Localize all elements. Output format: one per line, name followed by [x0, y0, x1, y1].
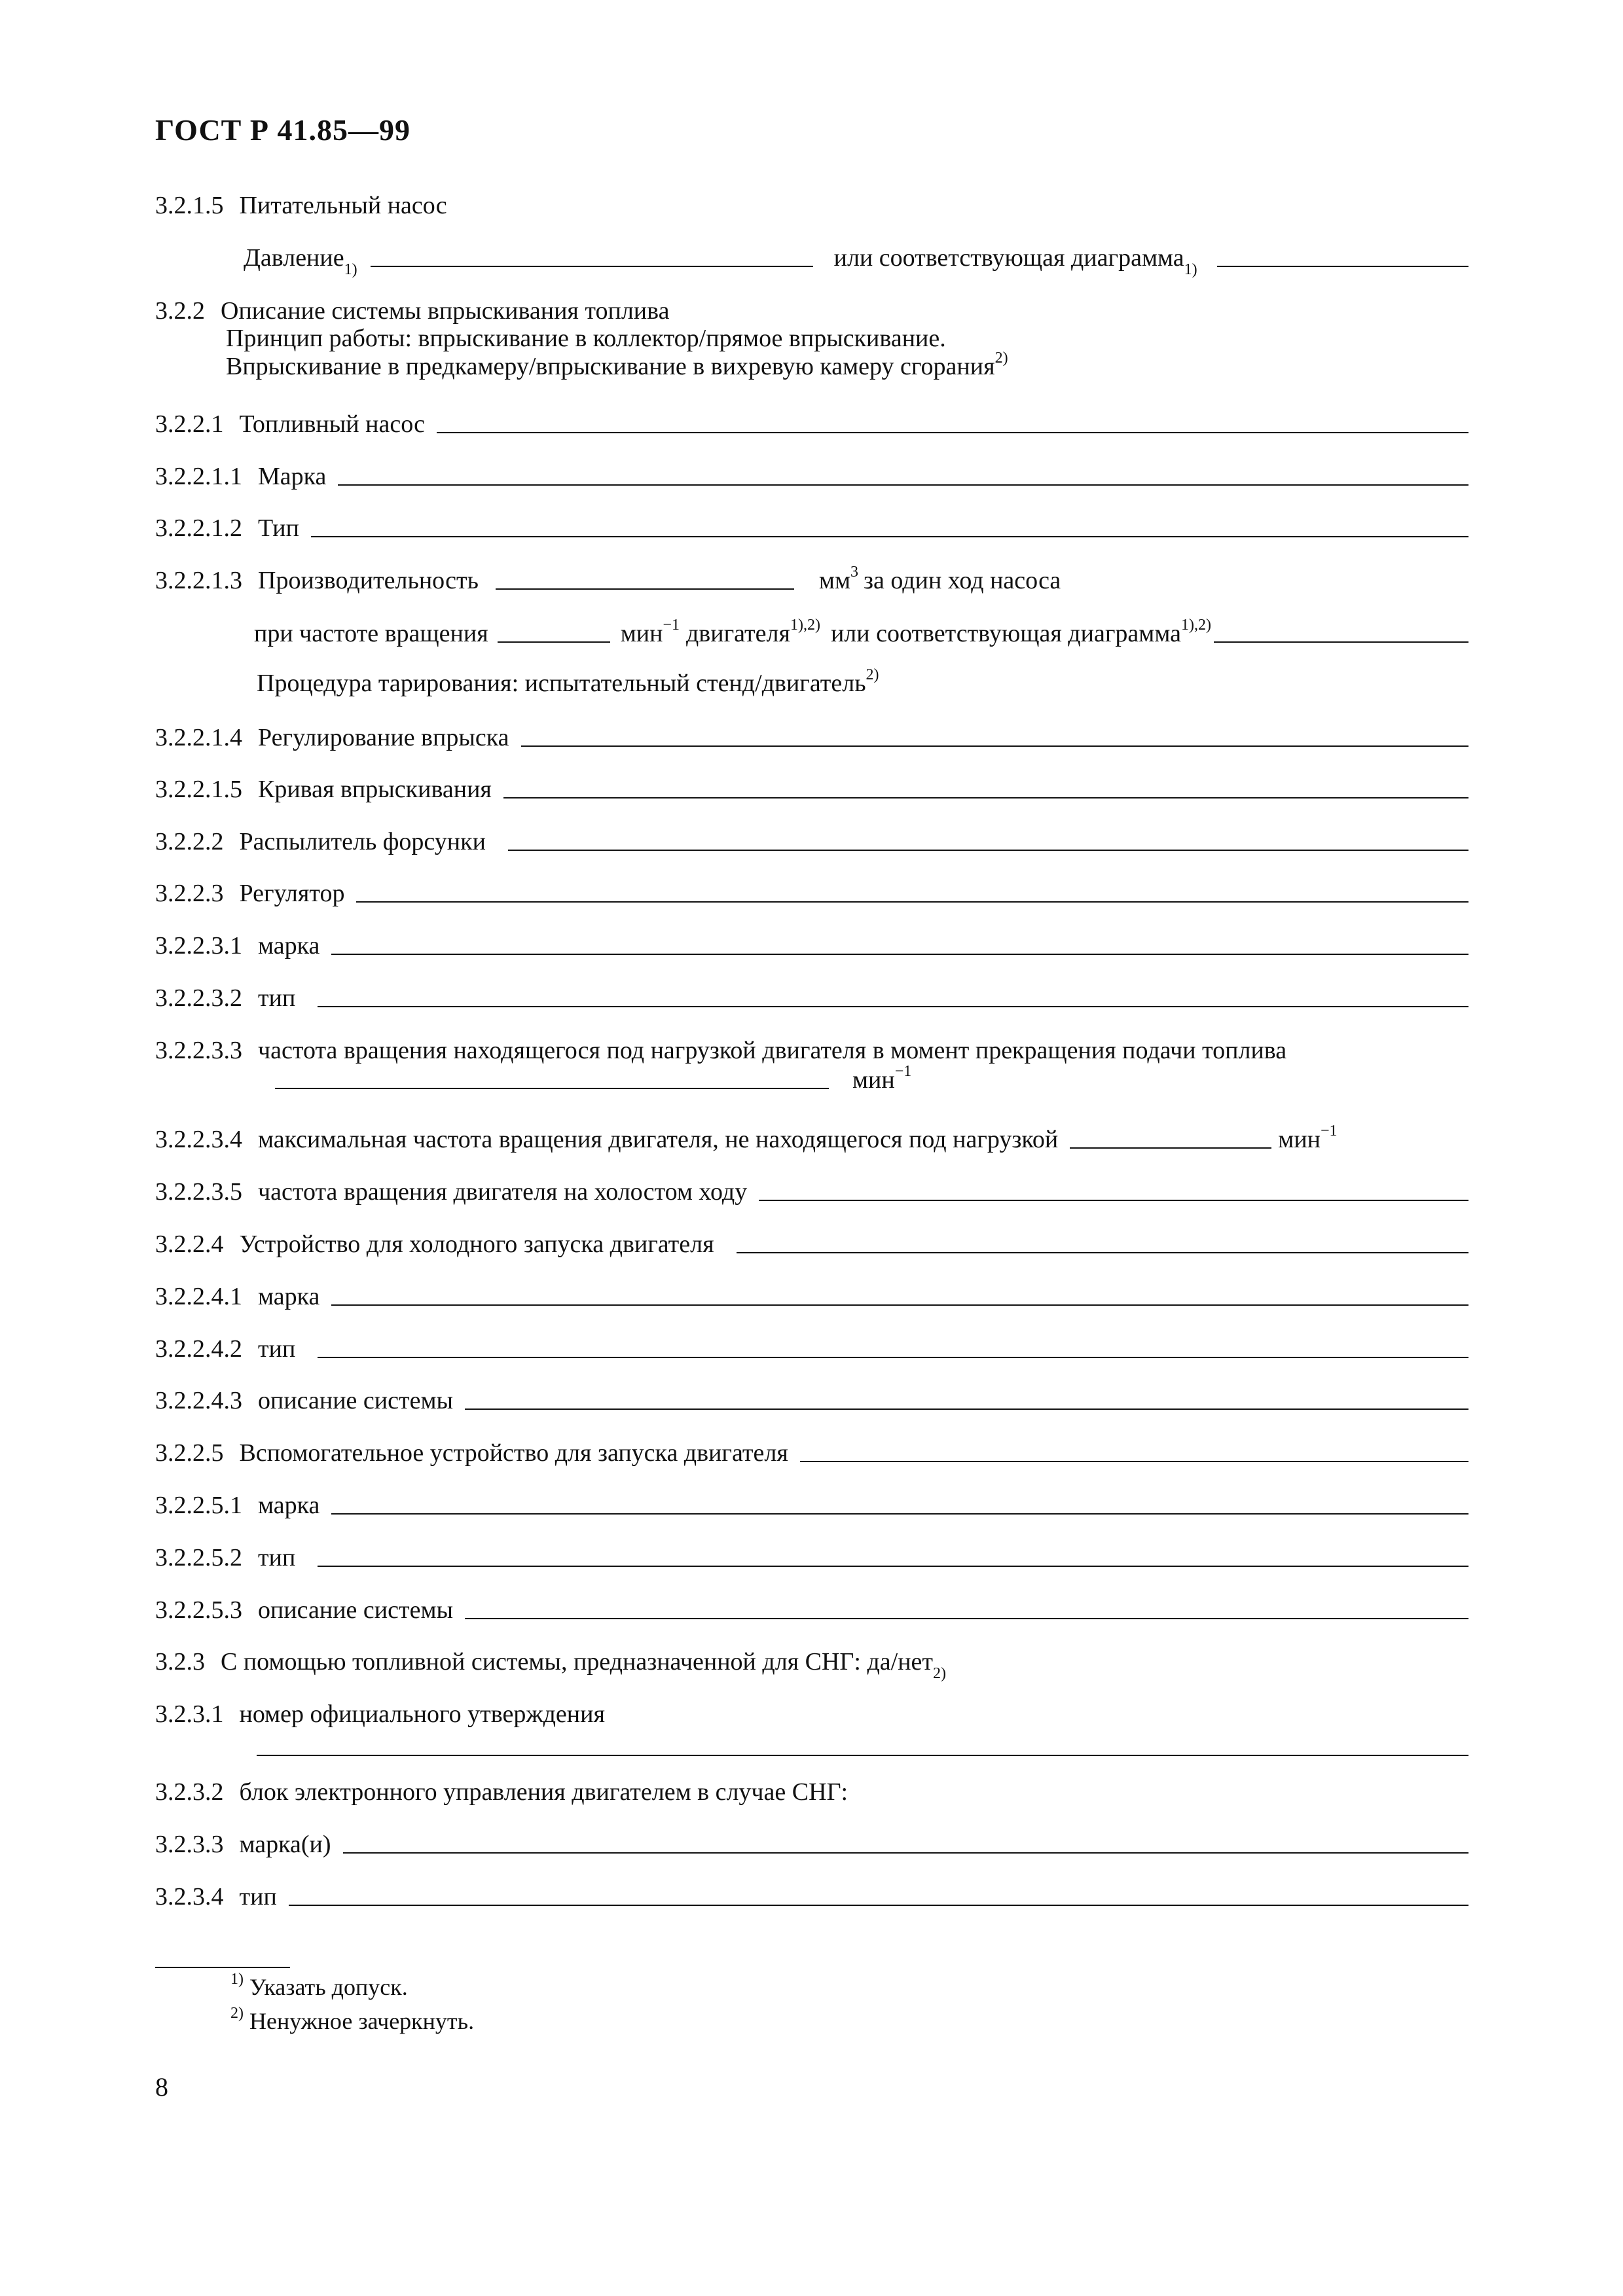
item-number: 3.2.2.4.1 — [155, 1283, 242, 1310]
item-label: Топливный насос — [239, 410, 426, 438]
item-3-2-2-4 — [155, 1226, 1468, 1259]
starting-aid-type-field[interactable] — [318, 1566, 1468, 1567]
item-number: 3.2.2.1.1 — [155, 463, 242, 490]
item-3-2-3-3 — [155, 1826, 1468, 1859]
pressure-diagram-field[interactable] — [1217, 266, 1468, 267]
approval-number-field[interactable] — [257, 1755, 1468, 1756]
item-number: 3.2.2.1.4 — [155, 724, 242, 751]
cold-start-make-field[interactable] — [331, 1304, 1468, 1306]
ecu-type-field[interactable] — [289, 1905, 1468, 1906]
governor-field[interactable] — [356, 901, 1468, 903]
item-3-2-2-5-1 — [155, 1487, 1468, 1520]
item-number: 3.2.2.3 — [155, 880, 224, 907]
speed-tail: или соответствующая диаграмма$^{1),2)}$ — [830, 617, 1211, 647]
item-3-2-2-injection: Впрыскивание в предкамеру/впрыскивание в вихревую камеру сгорания$^{2)}$ — [226, 350, 1008, 380]
item-3-2-2-3-3 — [155, 1032, 1468, 1065]
item-3-2-3: 3.2.3 С помощью топливной системы, предназначенной для СНГ: да/нет $^{2)}$ — [155, 1648, 947, 1682]
item-3-2-2-1-3-speed — [254, 615, 1468, 648]
item-label: Регулирование впрыска — [258, 724, 509, 751]
item-pressure: Давление $^{1)}$ или соответствующая диаграмма $^{1)}$ — [244, 240, 1468, 272]
item-number: 3.2.2.5.2 — [155, 1544, 242, 1571]
item-number: 3.2.2.1.2 — [155, 514, 242, 542]
item-label: описание системы — [258, 1387, 454, 1414]
cutoff-speed-unit: мин$^{-1}$ — [852, 1063, 912, 1094]
item-number: 3.2.2.4.3 — [155, 1387, 242, 1414]
item-label: Распылитель форсунки — [239, 828, 486, 855]
item-label: Марка — [258, 463, 327, 490]
item-label: тип — [258, 1335, 296, 1363]
cold-start-description-field[interactable] — [465, 1408, 1468, 1410]
item-3-2-2-4-3 — [155, 1382, 1468, 1415]
item-label: Вспомогательное устройство для запуска двигателя — [239, 1439, 788, 1467]
item-3-2-2-3-5 — [155, 1174, 1468, 1206]
item-number: 3.2.2 — [155, 297, 205, 325]
speed-mid: двигателя$^{1),2)}$ — [685, 617, 820, 647]
approval-number-line — [257, 1729, 1468, 1761]
item-3-2-2-4-2 — [155, 1331, 1468, 1363]
injector-field[interactable] — [508, 850, 1468, 851]
item-3-2-2 — [155, 293, 1468, 325]
item-label: тип — [258, 984, 296, 1012]
item-3-2-2-4-1 — [155, 1278, 1468, 1311]
item-label: Регулятор — [239, 880, 345, 907]
item-number: 3.2.3.1 — [155, 1700, 224, 1728]
item-3-2-2-5-2 — [155, 1539, 1468, 1572]
item-3-2-2-1-4 — [155, 719, 1468, 752]
speed-diagram-field[interactable] — [1214, 641, 1468, 643]
governor-make-field[interactable] — [331, 954, 1468, 955]
item-label: Тип — [258, 514, 299, 542]
pump-type-field[interactable] — [311, 536, 1468, 537]
item-mid-text: или соответствующая диаграмма — [833, 244, 1184, 272]
item-label: Устройство для холодного запуска двигателя — [239, 1230, 714, 1258]
footnote-mark: 2) — [230, 2005, 244, 2022]
item-label: Питательный насос — [239, 192, 447, 219]
cold-start-type-field[interactable] — [318, 1357, 1468, 1358]
footnote-ref-2: 2) — [866, 666, 879, 684]
item-3-2-2-1-1 — [155, 458, 1468, 491]
starting-aid-make-field[interactable] — [331, 1513, 1468, 1515]
capacity-unit: $мм^3$ — [818, 564, 858, 594]
item-3-2-2-1-3 — [155, 562, 1468, 595]
cold-start-field[interactable] — [737, 1252, 1468, 1253]
ecu-make-field[interactable] — [343, 1852, 1468, 1854]
starting-aid-description-field[interactable] — [465, 1618, 1468, 1619]
item-3-2-2-5 — [155, 1435, 1468, 1467]
pressure-field[interactable] — [371, 266, 813, 267]
cutoff-speed-field[interactable] — [275, 1088, 829, 1089]
item-3-2-2-3-4 — [155, 1121, 1468, 1154]
item-3-2-2-1-3-calibration: Процедура тарирования: испытательный стенд/двигатель$^{2)}$ — [257, 666, 879, 697]
item-label: тип — [239, 1883, 277, 1910]
item-label: Кривая впрыскивания — [258, 776, 492, 803]
item-label: при частоте вращения — [254, 620, 488, 647]
item-3-2-2-3-3-value — [275, 1062, 930, 1094]
item-label: Давление — [244, 244, 344, 272]
item-3-2-2-3 — [155, 875, 1468, 908]
idle-speed-field[interactable] — [759, 1200, 1468, 1201]
footnote-text: Ненужное зачеркнуть. — [249, 2008, 475, 2034]
item-label: марка — [258, 1283, 320, 1310]
document-code: ГОСТ Р 41.85—99 — [155, 113, 410, 147]
item-label: блок электронного управления двигателем в случае СНГ: — [239, 1778, 848, 1806]
item-3-2-2-1 — [155, 406, 1468, 439]
item-3-2-3-4 — [155, 1878, 1468, 1911]
footnote-2 — [230, 2007, 474, 2035]
item-3-2-3-1 — [155, 1696, 1468, 1729]
item-number: 3.2.2.3.1 — [155, 932, 242, 960]
injection-curve-field[interactable] — [503, 797, 1468, 798]
item-number: 3.2.2.5 — [155, 1439, 224, 1467]
item-3-2-2-3-2 — [155, 980, 1468, 1013]
item-3-2-2-1-2 — [155, 510, 1468, 543]
item-label: частота вращения двигателя на холостом ходу — [258, 1178, 748, 1206]
speed-unit: мин$^{-1}$ — [620, 617, 680, 647]
item-label: марка — [258, 932, 320, 960]
item-number: 3.2.2.3.4 — [155, 1126, 242, 1153]
item-number: 3.2.3.2 — [155, 1778, 224, 1806]
capacity-field[interactable] — [496, 588, 794, 590]
item-label: частота вращения находящегося под нагрузкой двигателя в момент прекращения подачи топлива — [258, 1037, 1287, 1064]
item-number: 3.2.2.3.5 — [155, 1178, 242, 1206]
item-3-2-2-principle: Принцип работы: впрыскивание в коллектор/прямое впрыскивание. — [226, 325, 946, 352]
item-number: 3.2.2.1.3 — [155, 567, 242, 594]
speed-field[interactable] — [498, 641, 610, 643]
item-3-2-1-5 — [155, 187, 1468, 220]
starting-aid-field[interactable] — [800, 1461, 1468, 1462]
item-number: 3.2.2.3.3 — [155, 1037, 242, 1064]
item-number: 3.2.1.5 — [155, 192, 224, 219]
max-speed-field[interactable] — [1070, 1147, 1271, 1149]
governor-type-field[interactable] — [318, 1006, 1468, 1007]
item-number: 3.2.2.5.1 — [155, 1492, 242, 1519]
item-number: 3.2.2.1 — [155, 410, 224, 438]
footnote-ref-2: 2) — [994, 350, 1008, 367]
item-3-2-2-5-3 — [155, 1592, 1468, 1624]
fuel-pump-field[interactable] — [437, 432, 1468, 433]
max-speed-unit: мин$^{-1}$ — [1278, 1122, 1338, 1153]
item-3-2-2-2 — [155, 823, 1468, 856]
page-number: 8 — [155, 2072, 168, 2102]
footnote-1 — [230, 1973, 408, 2001]
item-label: описание системы — [258, 1596, 454, 1624]
item-number: 3.2.2.4 — [155, 1230, 224, 1258]
item-label: марка(и) — [239, 1831, 331, 1858]
item-label: марка — [258, 1492, 320, 1519]
footnote-text: Указать допуск. — [249, 1974, 408, 2000]
item-number: 3.2.2.2 — [155, 828, 224, 855]
capacity-unit-tail: за один ход насоса — [864, 567, 1061, 594]
item-3-2-2-1-5 — [155, 771, 1468, 804]
item-label: Производительность — [258, 567, 479, 594]
footnote-separator — [155, 1967, 290, 1968]
item-3-2-3-2 — [155, 1774, 1468, 1806]
item-number: 3.2.3.4 — [155, 1883, 224, 1910]
injection-timing-field[interactable] — [521, 745, 1469, 747]
item-number: 3.2.2.4.2 — [155, 1335, 242, 1363]
item-number: 3.2.2.1.5 — [155, 776, 242, 803]
item-number: 3.2.3.3 — [155, 1831, 224, 1858]
item-label: С помощью топливной системы, предназначенной для СНГ: да/нет — [221, 1648, 934, 1676]
item-label: номер официального утверждения — [239, 1700, 605, 1728]
item-label: максимальная частота вращения двигателя, не находящегося под нагрузкой — [258, 1126, 1059, 1153]
item-3-2-2-3-1 — [155, 927, 1468, 960]
item-number: 3.2.2.5.3 — [155, 1596, 242, 1624]
item-label: Описание системы впрыскивания топлива — [221, 297, 670, 325]
pump-make-field[interactable] — [338, 484, 1468, 486]
item-number: 3.2.2.3.2 — [155, 984, 242, 1012]
item-label: тип — [258, 1544, 296, 1571]
item-number: 3.2.3 — [155, 1648, 205, 1676]
footnote-mark: 1) — [230, 1971, 244, 1988]
